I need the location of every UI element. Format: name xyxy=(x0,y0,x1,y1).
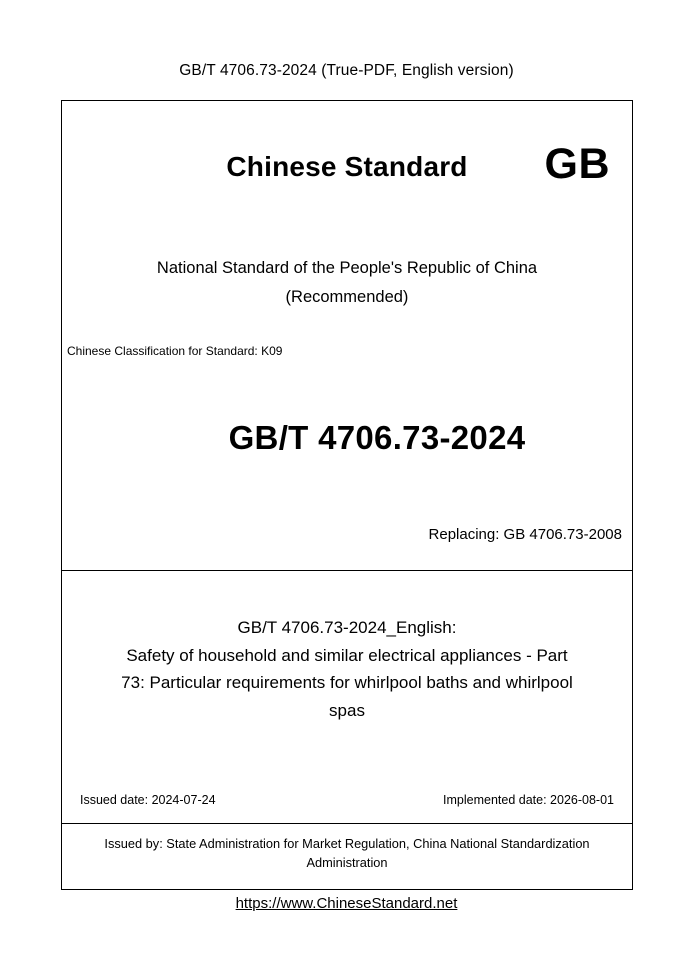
document-title-line-2: Safety of household and similar electrical appliances - Part xyxy=(126,645,568,665)
replacing-standard: Replacing: GB 4706.73-2008 xyxy=(428,526,622,543)
national-standard-text xyxy=(62,254,632,312)
website-link[interactable]: https://www.ChineseStandard.net xyxy=(235,895,458,912)
cover-heading: Chinese Standard xyxy=(226,151,468,182)
issued-by-section: Issued by: State Administration for Market Regulation, China National Standardization Administration xyxy=(104,836,590,870)
cover-frame xyxy=(61,100,633,890)
implemented-date: Implemented date: 2026-08-01 xyxy=(443,793,614,807)
standard-number: GB/T 4706.73-2024 xyxy=(228,419,526,456)
national-standard-line-1: National Standard of the People's Republic of China xyxy=(156,259,538,277)
national-standard-line-2: (Recommended) xyxy=(285,287,409,306)
page-header-caption: GB/T 4706.73-2024 (True-PDF, English version) xyxy=(179,62,514,79)
gb-logo: GB xyxy=(544,140,610,188)
document-title-line-4: spas xyxy=(329,700,365,720)
issued-date: Issued date: 2024-07-24 xyxy=(80,793,216,807)
document-title-line-1: GB/T 4706.73-2024_English: xyxy=(237,618,457,637)
cover-top-section xyxy=(62,101,632,571)
document-title xyxy=(84,614,610,724)
website-footer xyxy=(0,895,693,912)
cover-title-section xyxy=(62,571,632,824)
document-title-line-3: 73: Particular requirements for whirlpool baths and whirlpool xyxy=(121,673,573,693)
classification-code: Chinese Classification for Standard: K09 xyxy=(67,344,283,358)
